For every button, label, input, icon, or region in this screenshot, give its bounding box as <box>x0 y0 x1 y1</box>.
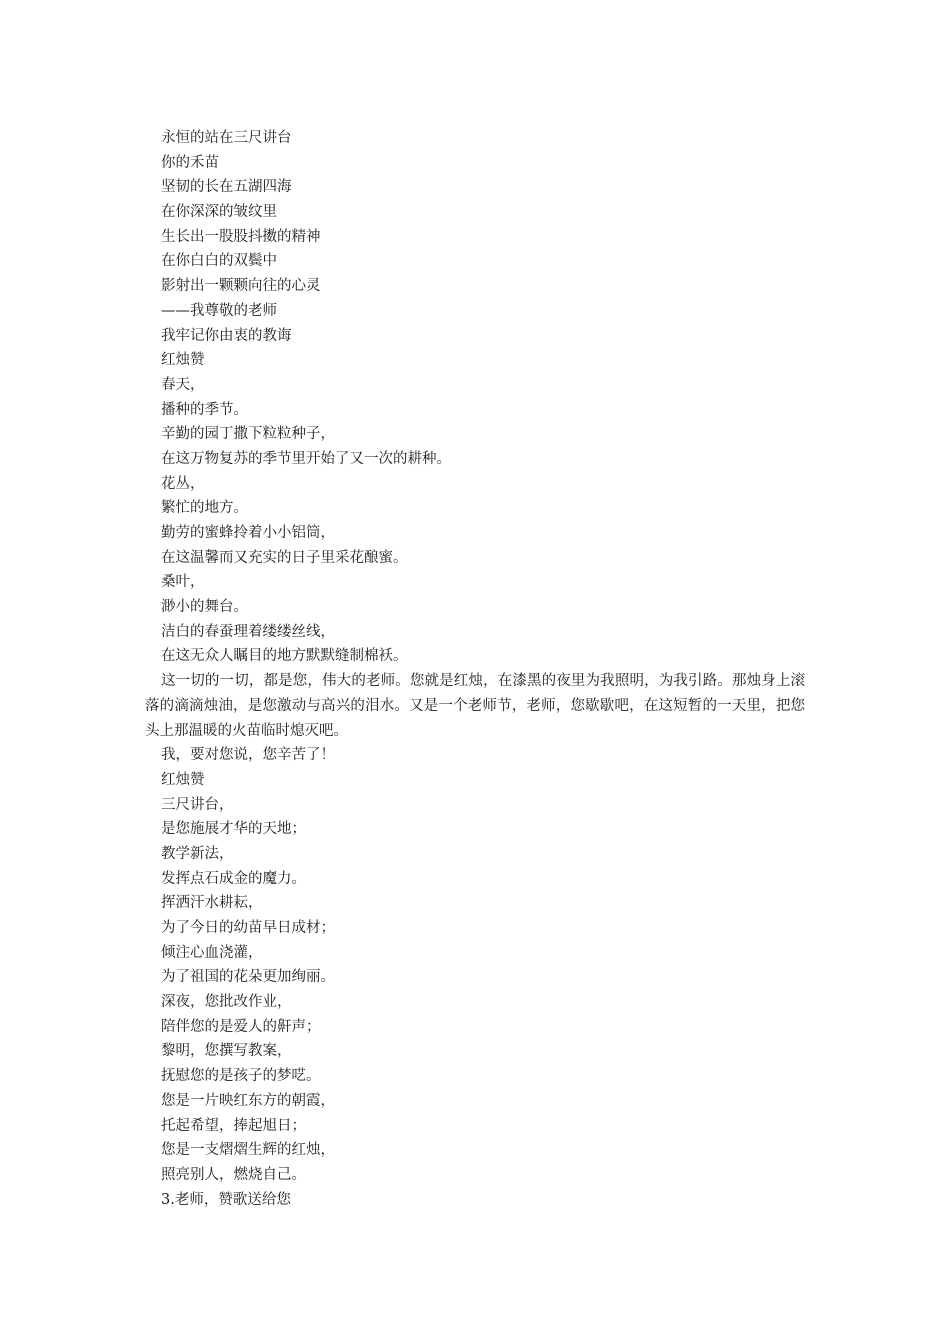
document-body <box>145 126 805 1212</box>
text-line: 你的禾苗 <box>161 154 219 171</box>
text-line: 在这万物复苏的季节里开始了又一次的耕种。 <box>161 450 451 467</box>
text-line: 为了祖国的花朵更加绚丽。 <box>161 969 335 986</box>
text-line: 黎明，您撰写教案， <box>161 1043 292 1060</box>
text-line: 永恒的站在三尺讲台 <box>161 130 292 146</box>
section-heading: 红烛赞 <box>161 771 205 788</box>
text-line: 我牢记你由衷的教诲 <box>161 327 292 344</box>
text-line: 教学新法， <box>161 845 234 862</box>
text-line: 在你深深的皱纹里 <box>161 204 277 221</box>
text-line: 您是一支熠熠生辉的红烛， <box>161 1142 335 1159</box>
prose-paragraph: 这一切的一切，都是您，伟大的老师。您就是红烛，在漆黑的夜里为我照明，为我引路。那烛身上滚落的滴滴烛油，是您激动与高兴的泪水。又是一个老师节，老师，您歇歇吧，在这短暂的一天里，把您头上那温暖的火苗临时熄灭吧。 <box>145 673 805 739</box>
text-line: 您是一片映红东方的朝霞， <box>161 1092 335 1109</box>
text-line: 我，要对您说，您辛苦了！ <box>161 747 335 764</box>
text-line: 春天， <box>161 376 205 393</box>
text-line: 桑叶， <box>161 574 205 591</box>
text-line: 三尺讲台， <box>161 796 234 813</box>
text-line: 播种的季节。 <box>161 401 248 418</box>
text-line: 倾注心血浇灌， <box>161 944 263 961</box>
text-line: 影射出一颗颗向往的心灵 <box>161 278 321 295</box>
text-line: 辛勤的园丁撒下粒粒种子， <box>161 426 335 443</box>
text-line: 在这温馨而又充实的日子里采花酿蜜。 <box>161 549 408 566</box>
poem-section-2 <box>145 743 805 1212</box>
text-line: 为了今日的幼苗早日成材； <box>161 920 335 937</box>
text-line: 是您施展才华的天地； <box>161 821 306 838</box>
text-line: 坚韧的长在五湖四海 <box>161 179 292 196</box>
section-heading: 3.老师，赞歌送给您 <box>161 1191 291 1208</box>
text-line: 发挥点石成金的魔力。 <box>161 870 306 887</box>
text-line: 抚慰您的是孩子的梦呓。 <box>161 1068 321 1085</box>
text-line: 洁白的春蚕理着缕缕丝线， <box>161 623 335 640</box>
text-line: 渺小的舞台。 <box>161 599 248 616</box>
text-line: 托起希望，捧起旭日； <box>161 1117 306 1134</box>
text-line: ——我尊敬的老师 <box>161 302 277 319</box>
text-line: 挥洒汗水耕耘， <box>161 895 263 912</box>
text-line: 深夜，您批改作业， <box>161 994 292 1011</box>
text-line: 花丛， <box>161 475 205 492</box>
text-line: 照亮别人，燃烧自己。 <box>161 1166 306 1183</box>
text-line: 陪伴您的是爱人的鼾声； <box>161 1018 321 1035</box>
text-line: 在这无众人瞩目的地方默默缝制棉袄。 <box>161 648 408 665</box>
text-line: 繁忙的地方。 <box>161 500 248 517</box>
section-heading: 红烛赞 <box>161 352 205 369</box>
text-line: 生长出一股股抖擞的精神 <box>161 228 321 245</box>
text-line: 在你白白的双鬓中 <box>161 253 277 270</box>
poem-section-1 <box>145 126 805 669</box>
text-line: 勤劳的蜜蜂拎着小小铝筒， <box>161 525 335 541</box>
